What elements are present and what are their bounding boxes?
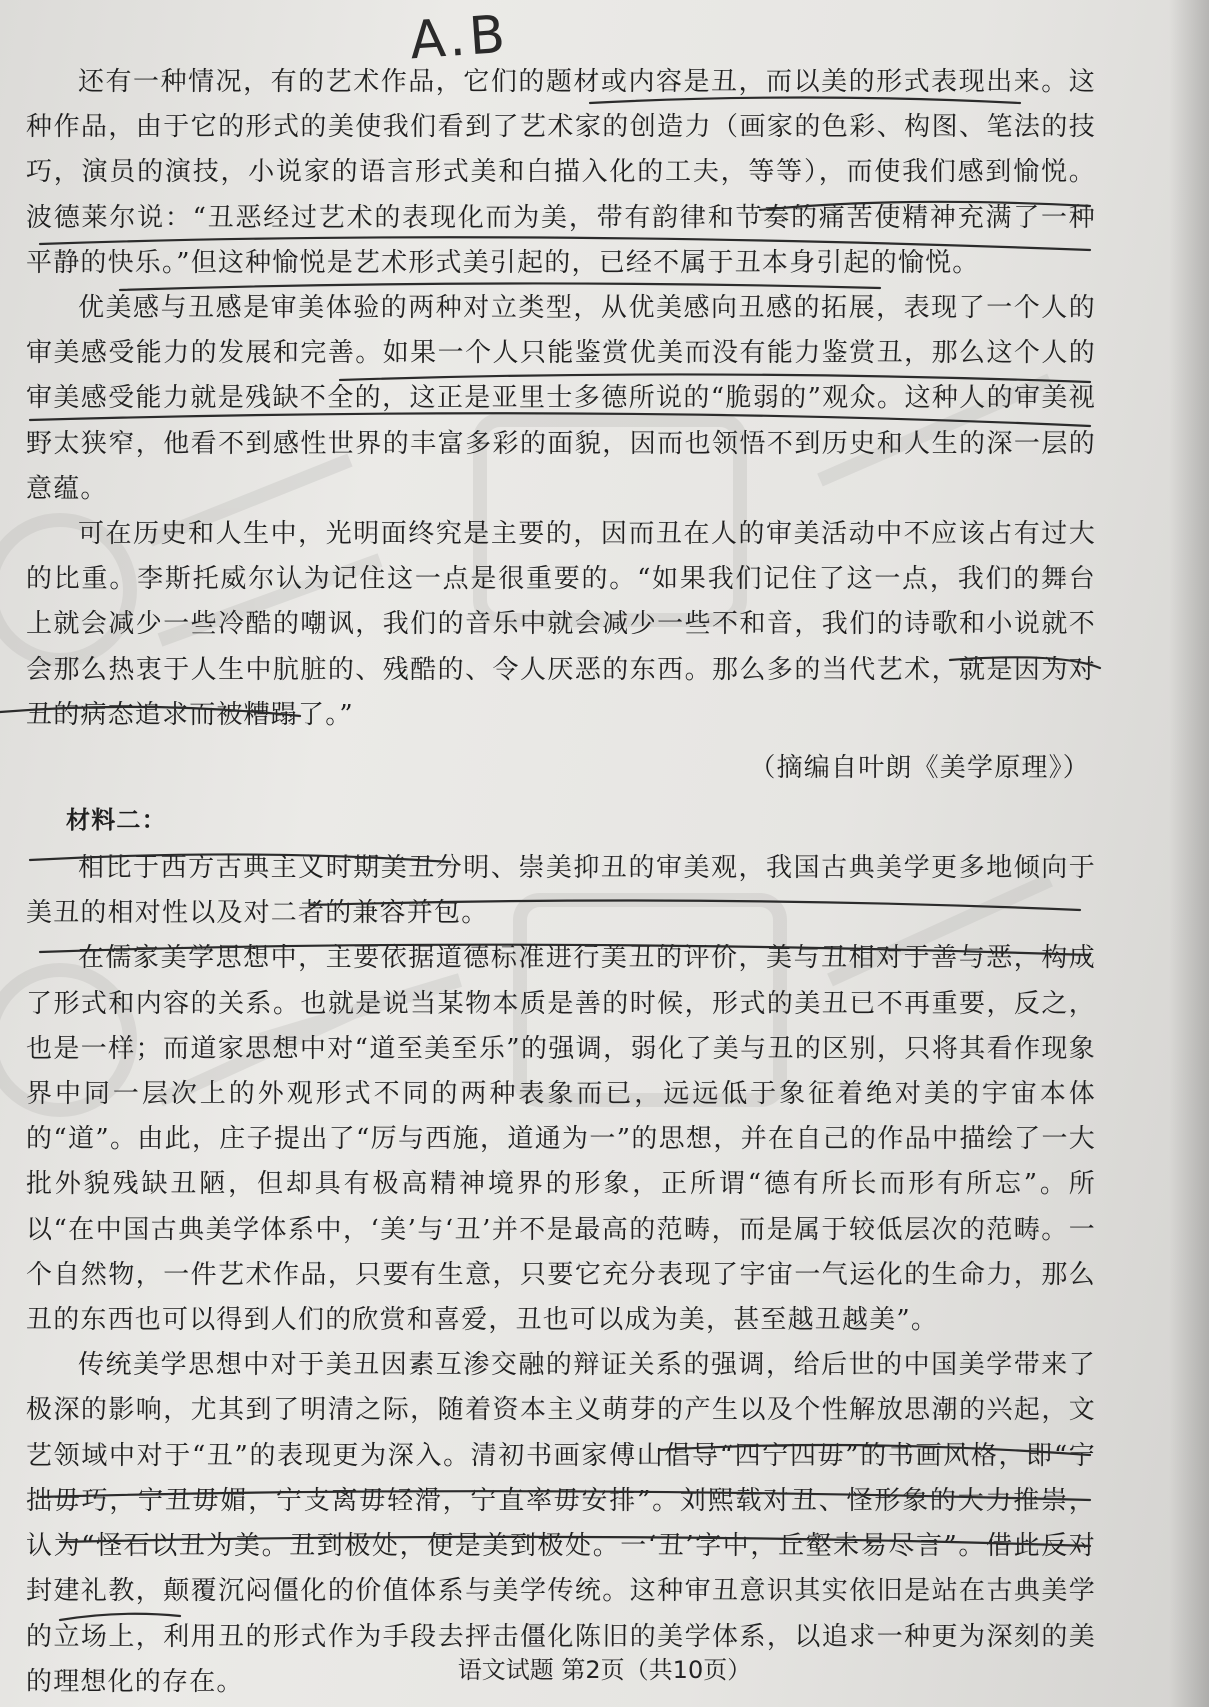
material2-paragraph-2: 在儒家美学思想中，主要依据道德标准进行美丑的评价，美与丑相对于善与恶，构成了形式和内容的关系。也就是说当某物本质是善的时候，形式的美丑已不再重要，反之，也是一样；而道家思想中对“道至美至乐”的强调，弱化了美与丑的区别，只将其看作现象界中同一层次上的外观形式不同的两种表象而已，远远低于象征着绝对美的宇宙本体的“道”。由此，庄子提出了“厉与西施，道通为一”的思想，并在自己的作品中描绘了一大批外貌残缺丑陋，但却具有极高精神境界的形象，正所谓“德有所长而形有所忘”。所以“在中国古典美学体系中，‘美’与‘丑’并不是最高的范畴，而是属于较低层次的范畴。一个自然物，一件艺术作品，只要有生意，只要它充分表现了宇宙一气运化的生命力，那么丑的东西也可以得到人们的欣赏和喜爱，丑也可以成为美，甚至越丑越美”。 xyxy=(26,943,1096,1336)
page-edge-shadow xyxy=(1169,0,1209,1707)
handwritten-mark: A.B xyxy=(408,4,511,72)
material1-paragraph-2: 优美感与丑感是审美体验的两种对立类型，从优美感向丑感的拓展，表现了一个人的审美感受能力的发展和完善。如果一个人只能鉴赏优美而没有能力鉴赏丑，那么这个人的审美感受能力就是残缺不全的，这正是亚里士多德所说的“脆弱的”观众。这种人的审美视野太狭窄，他看不到感性世界的丰富多彩的面貌，因而也领悟不到历史和人生的深一层的意蕴。 xyxy=(26,293,1096,504)
material2-heading: 材料二： xyxy=(66,806,167,835)
page-footer: 语文试题 第2页（共10页） xyxy=(457,1656,752,1684)
material1-paragraph-3: 可在历史和人生中，光明面终究是主要的，因而丑在人的审美活动中不应该占有过大的比重。李斯托威尔认为记住这一点是很重要的。“如果我们记住了这一点，我们的舞台上就会减少一些冷酷的嘲讽，我们的音乐中就会减少一些不和音，我们的诗歌和小说就不会那么热衷于人生中肮脏的、残酷的、令人厌恶的东西。那么多的当代艺术，就是因为对丑的病态追求而被糟蹋了。” xyxy=(26,519,1096,730)
material1-paragraph-1: 还有一种情况，有的艺术作品，它们的题材或内容是丑，而以美的形式表现出来。这种作品，由于它的形式的美使我们看到了艺术家的创造力（画家的色彩、构图、笔法的技巧，演员的演技，小说家的语言形式美和白描入化的工夫，等等），而使我们感到愉悦。波德莱尔说：“丑恶经过艺术的表现化而为美，带有韵律和节奏的痛苦使精神充满了一种平静的快乐。”但这种愉悦是艺术形式美引起的，已经不属于丑本身引起的愉悦。 xyxy=(26,67,1096,278)
material2-paragraph-1: 相比于西方古典主义时期美丑分明、崇美抑丑的审美观，我国古典美学更多地倾向于美丑的相对性以及对二者的兼容并包。 xyxy=(26,853,1096,929)
material2-paragraph-3: 传统美学思想中对于美丑因素互渗交融的辩证关系的强调，给后世的中国美学带来了极深的影响，尤其到了明清之际，随着资本主义萌芽的产生以及个性解放思潮的兴起，文艺领域中对于“丑”的表现更为深入。清初书画家傅山倡导“四宁四毋”的书画风格，即“宁拙毋巧，宁丑毋媚，宁支离毋轻滑，宁直率毋安排”。刘熙载对丑、怪形象的大力推崇，认为“怪石以丑为美。丑到极处，便是美到极处。一‘丑’字中，丘壑未易尽言”。借此反对封建礼教，颠覆沉闷僵化的价值体系与美学传统。这种审丑意识其实依旧是站在古典美学的立场上，利用丑的形式作为手段去抨击僵化陈旧的美学体系，以追求一种更为深刻的美的理想化的存在。 xyxy=(26,1350,1096,1697)
exam-text xyxy=(26,60,1096,1705)
material1-source: （摘编自叶朗《美学原理》） xyxy=(749,753,1090,784)
